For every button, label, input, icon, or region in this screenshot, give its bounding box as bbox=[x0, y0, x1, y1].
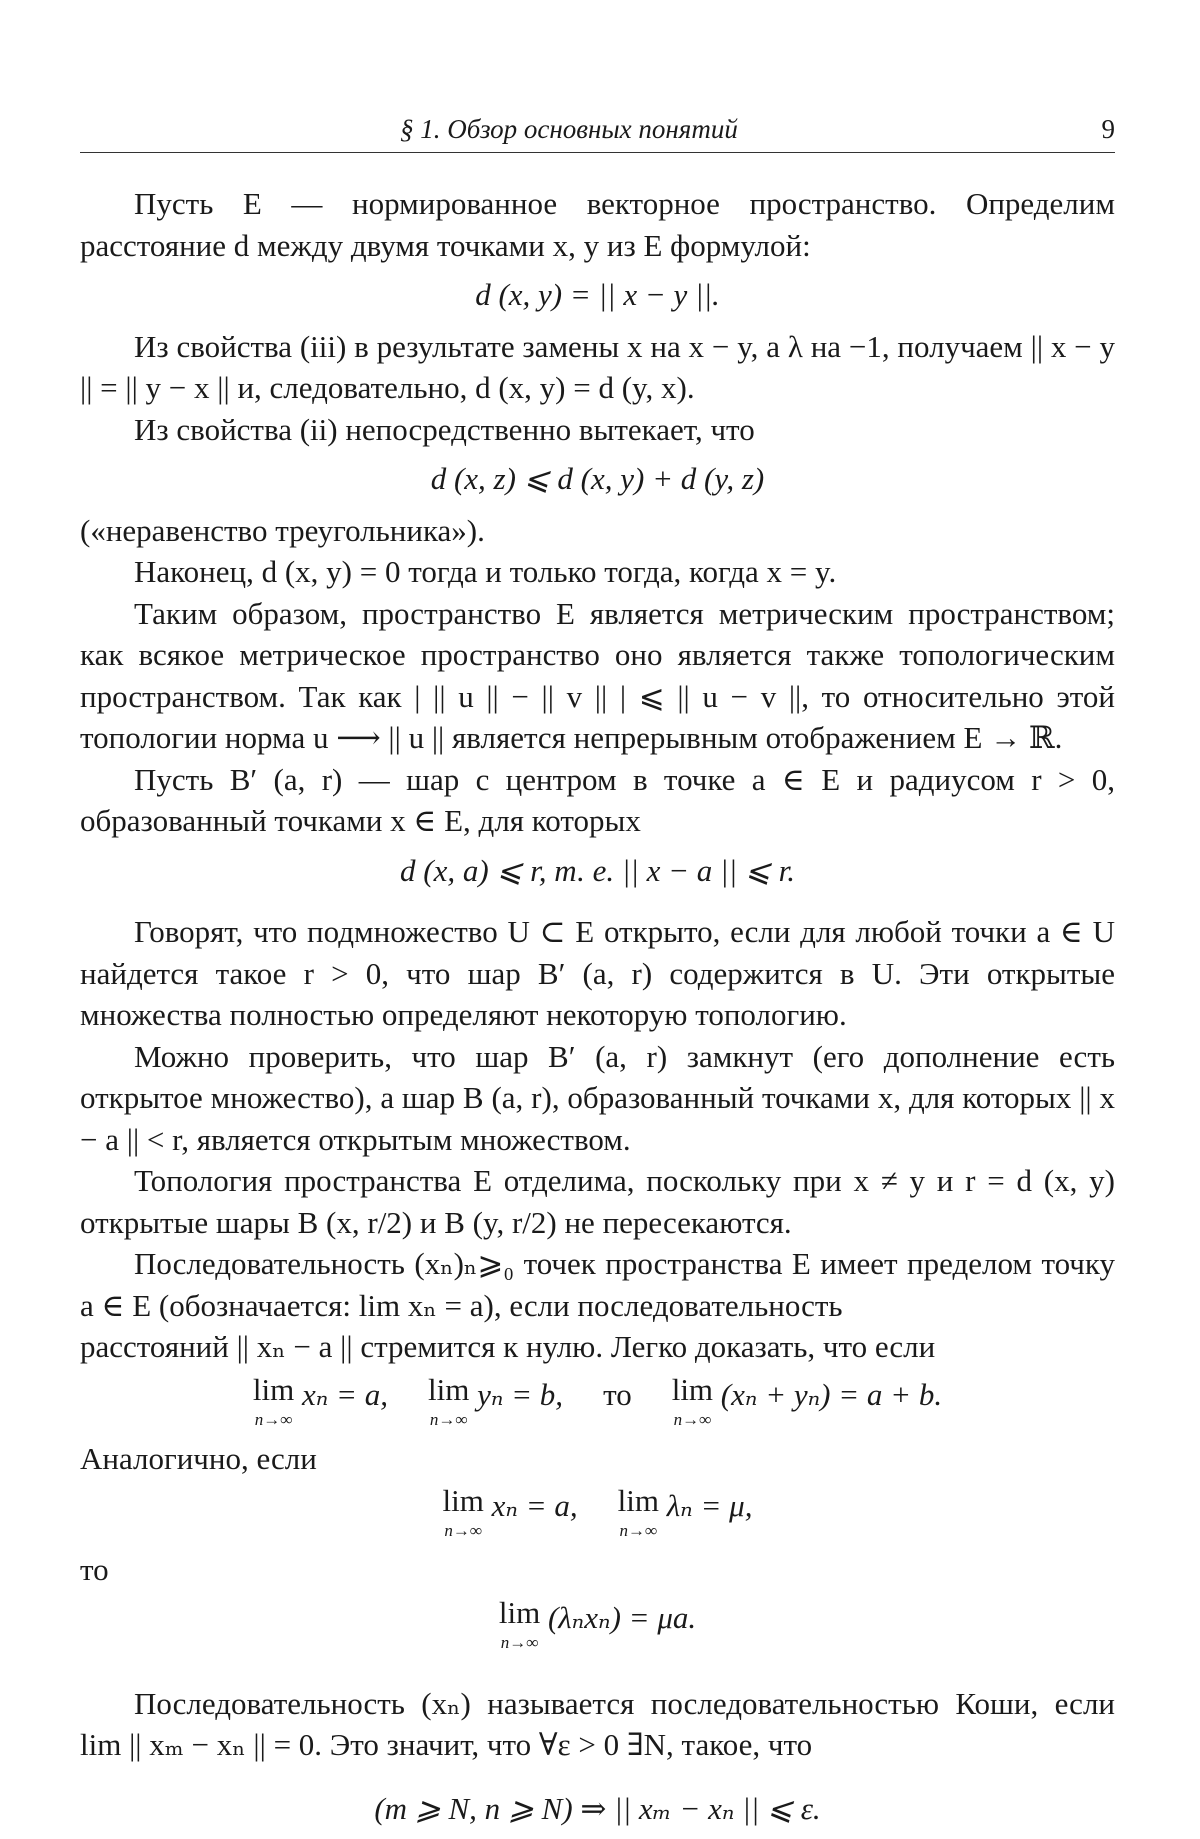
paragraph-closed-ball: Можно проверить, что шар B′ (a, r) замкнут (его дополнение есть открытое множество), а шар B (a, r), образованный точками x, для которых || x − a || < r, является открытым множеством. bbox=[80, 1038, 1115, 1157]
paragraph-property-ii: Из свойства (ii) непосредственно вытекает, что bbox=[134, 411, 755, 447]
limit-operator: lim n→∞ bbox=[671, 1371, 714, 1429]
paragraph-open-set: Говорят, что подмножество U ⊂ E открыто, если для любой точки a ∈ U найдется такое r > 0, что шар B′ (a, r) содержится в U. Эти открытые множества полностью определяют некоторую топологию. bbox=[80, 914, 1115, 1032]
equation-triangle-inequality: d (x, z) ⩽ d (x, y) + d (y, z) bbox=[430, 461, 765, 496]
equation-sum-of-limits: lim n→∞ xₙ = a, lim n→∞ yₙ = b, то lim n→∞ (xₙ + yₙ) = a + b. bbox=[252, 1371, 943, 1429]
paragraph-limit-definition: Последовательность (xₙ)ₙ⩾₀ точек пространства E имеет пределом точку a ∈ E (обозначается: lim xₙ = a), если последовательность bbox=[80, 1246, 1115, 1323]
limit-operator: lim n→∞ bbox=[617, 1483, 659, 1540]
page-number: 9 bbox=[1101, 113, 1115, 144]
running-head bbox=[80, 112, 1115, 153]
limit-operator: lim n→∞ bbox=[427, 1371, 470, 1429]
equation-product-hypothesis: lim n→∞ xₙ = a, lim n→∞ λₙ = μ, bbox=[442, 1483, 753, 1540]
book-page bbox=[80, 112, 1115, 1839]
limit-operator: lim n→∞ bbox=[498, 1594, 541, 1652]
equation-product-limit: lim n→∞ (λₙxₙ) = μa. bbox=[498, 1594, 697, 1652]
equation-ball: d (x, a) ⩽ r, т. е. || x − a || ⩽ r. bbox=[400, 852, 795, 888]
paragraph-distance-definition: Пусть E — нормированное векторное пространство. Определим расстояние d между двумя точками x, y из E формулой: bbox=[80, 186, 1115, 263]
paragraph-analogously: Аналогично, если bbox=[80, 1440, 317, 1476]
paragraph-hausdorff: Топология пространства E отделима, поскольку при x ≠ y и r = d (x, y) открытые шары B (x, r/2) и B (y, r/2) не пересекаются. bbox=[80, 1163, 1115, 1240]
limit-operator: lim n→∞ bbox=[442, 1483, 484, 1540]
section-title: § 1. Обзор основных понятий bbox=[400, 113, 738, 144]
equation-cauchy-condition: (m ⩾ N, n ⩾ N) ⇒ || xₘ − xₙ || ⩽ ε. bbox=[374, 1790, 821, 1826]
paragraph-ball-definition: Пусть B′ (a, r) — шар с центром в точке a ∈ E и радиусом r > 0, образованный точками x ∈ E, для которых bbox=[80, 761, 1115, 838]
paragraph-metric-space: Таким образом, пространство E является метрическим пространством; как всякое метрическое пространство оно является также топологическим пространством. Так как | || u || − || v || | ⩽ || u − v ||, то относительно этой топологии норма u ⟶ || u || является непрерывным отображением E → ℝ. bbox=[80, 595, 1115, 755]
paragraph-zero-distance: Наконец, d (x, y) = 0 тогда и только тогда, когда x = y. bbox=[134, 554, 837, 589]
paragraph-then: то bbox=[80, 1552, 109, 1587]
paragraph-cauchy-sequence: Последовательность (xₙ) называется последовательностью Коши, если lim || xₘ − xₙ || = 0. Это значит, что ∀ε > 0 ∃N, такое, что bbox=[80, 1685, 1115, 1762]
paragraph-symmetry: Из свойства (iii) в результате замены x на x − y, а λ на −1, получаем || x − y || = || y − x || и, следовательно, d (x, y) = d (y, x). bbox=[80, 328, 1115, 405]
equation-distance: d (x, y) = || x − y ||. bbox=[475, 277, 720, 312]
limit-operator: lim n→∞ bbox=[252, 1371, 295, 1429]
paragraph-limit-distances: расстояний || xₙ − a || стремится к нулю. Легко доказать, что если bbox=[80, 1329, 936, 1364]
paragraph-triangle-label: («неравенство треугольника»). bbox=[80, 512, 485, 548]
